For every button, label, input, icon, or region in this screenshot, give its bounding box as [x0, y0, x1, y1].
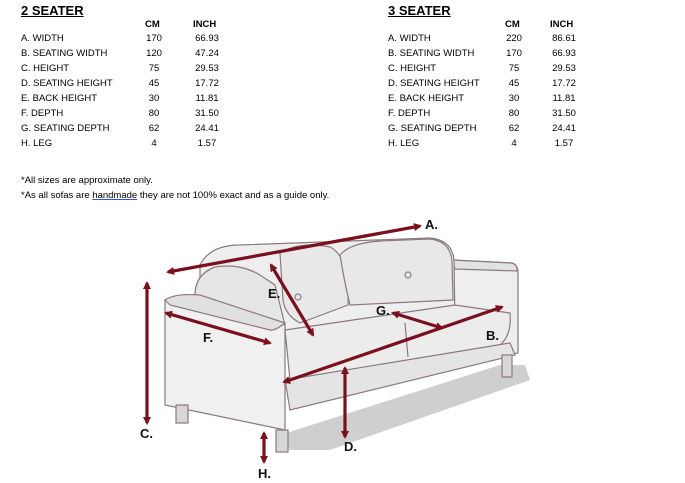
dimension-cm: 4: [151, 138, 157, 149]
back-cushion-right: [340, 239, 453, 305]
dimension-label: E. BACK HEIGHT: [388, 93, 465, 104]
dimension-row: [388, 138, 628, 153]
dimension-inch: 1.57: [554, 138, 574, 149]
label-d: D.: [344, 439, 357, 454]
dimension-row: [388, 33, 628, 48]
dimension-label: H. LEG: [21, 138, 53, 149]
dimension-cm: 62: [508, 123, 520, 134]
dimension-cm: 75: [508, 63, 520, 74]
dimension-row: [388, 108, 628, 123]
dimension-label: B. SEATING WIDTH: [388, 48, 475, 59]
dimension-label: G. SEATING DEPTH: [388, 123, 477, 134]
two-seater-title: 2 SEATER: [21, 3, 84, 18]
dimension-inch: 66.93: [195, 33, 219, 44]
leg-back-right: [502, 355, 512, 377]
dimension-inch: 17.72: [195, 78, 219, 89]
sofa-drawing: [165, 238, 530, 452]
label-a: A.: [425, 217, 438, 232]
label-g: G.: [376, 303, 390, 318]
dimension-inch: 66.93: [552, 48, 576, 59]
dimension-row: [388, 63, 628, 78]
dimension-inch: 11.81: [552, 93, 576, 104]
three-seater-cm-header: CM: [505, 19, 520, 30]
dimension-row: [388, 48, 628, 63]
right-arm-top: [452, 260, 517, 271]
sofa-dimension-diagram: [0, 205, 685, 483]
note-handmade: [21, 188, 329, 203]
dimension-label: E. BACK HEIGHT: [21, 93, 98, 104]
leg-front-right: [276, 430, 288, 452]
dimension-inch: 47.24: [195, 48, 219, 59]
dimension-row: [21, 123, 261, 138]
note-approximate: *All sizes are approximate only.: [21, 175, 153, 186]
dimension-cm: 75: [148, 63, 160, 74]
label-c: C.: [140, 426, 153, 441]
dimension-row: [388, 93, 628, 108]
dimension-row: [21, 33, 261, 48]
dimension-cm: 30: [148, 93, 160, 104]
dimension-row: [21, 108, 261, 123]
leg-front-left: [176, 405, 188, 423]
three-seater-title: 3 SEATER: [388, 3, 451, 18]
two-seater-cm-header: CM: [145, 19, 160, 30]
dimension-cm: 30: [508, 93, 520, 104]
dimension-inch: 1.57: [197, 138, 217, 149]
dimension-inch: 24.41: [195, 123, 219, 134]
label-e: E.: [268, 286, 281, 301]
dimension-cm: 170: [146, 33, 162, 44]
dimension-cm: 62: [148, 123, 160, 134]
dimension-inch: 17.72: [552, 78, 576, 89]
label-b: B.: [486, 328, 499, 343]
dimension-label: D. SEATING HEIGHT: [388, 78, 480, 89]
dimension-label: D. SEATING HEIGHT: [21, 78, 113, 89]
dimension-row: [21, 63, 261, 78]
note-handmade-word: handmade: [92, 190, 138, 201]
dimension-inch: 31.50: [552, 108, 576, 119]
dimension-cm: 220: [506, 33, 522, 44]
dimension-row: [388, 78, 628, 93]
dimension-label: A. WIDTH: [21, 33, 64, 44]
dimension-label: C. HEIGHT: [388, 63, 437, 74]
dimension-label: F. DEPTH: [388, 108, 431, 119]
dimension-row: [21, 78, 261, 93]
label-h: H.: [258, 466, 271, 481]
dimension-inch: 29.53: [552, 63, 576, 74]
dimension-row: [21, 48, 261, 63]
dimension-cm: 120: [146, 48, 162, 59]
two-seater-table: [21, 0, 261, 160]
dimension-row: [21, 93, 261, 108]
note-handmade-prefix: *As all sofas are: [21, 190, 93, 201]
label-f: F.: [203, 330, 214, 345]
dimension-row: [388, 123, 628, 138]
dimension-label: A. WIDTH: [388, 33, 431, 44]
notes: [21, 173, 329, 203]
dimension-label: G. SEATING DEPTH: [21, 123, 110, 134]
dimension-label: C. HEIGHT: [21, 63, 70, 74]
dimension-cm: 45: [148, 78, 160, 89]
dimension-cm: 45: [508, 78, 520, 89]
two-seater-inch-header: INCH: [193, 19, 217, 30]
dimension-row: [21, 138, 261, 153]
dimension-inch: 86.61: [552, 33, 576, 44]
dimension-label: H. LEG: [388, 138, 420, 149]
three-seater-inch-header: INCH: [550, 19, 574, 30]
dimension-label: F. DEPTH: [21, 108, 64, 119]
dimension-cm: 170: [506, 48, 522, 59]
dimension-inch: 11.81: [195, 93, 219, 104]
dimension-label: B. SEATING WIDTH: [21, 48, 108, 59]
three-seater-table: [388, 0, 628, 160]
dimension-cm: 80: [148, 108, 160, 119]
dimension-inch: 29.53: [195, 63, 219, 74]
note-handmade-suffix: they are not 100% exact and as a guide only.: [137, 190, 330, 201]
dimension-inch: 31.50: [195, 108, 219, 119]
dimension-cm: 4: [511, 138, 517, 149]
dimension-inch: 24.41: [552, 123, 576, 134]
dimension-cm: 80: [508, 108, 520, 119]
